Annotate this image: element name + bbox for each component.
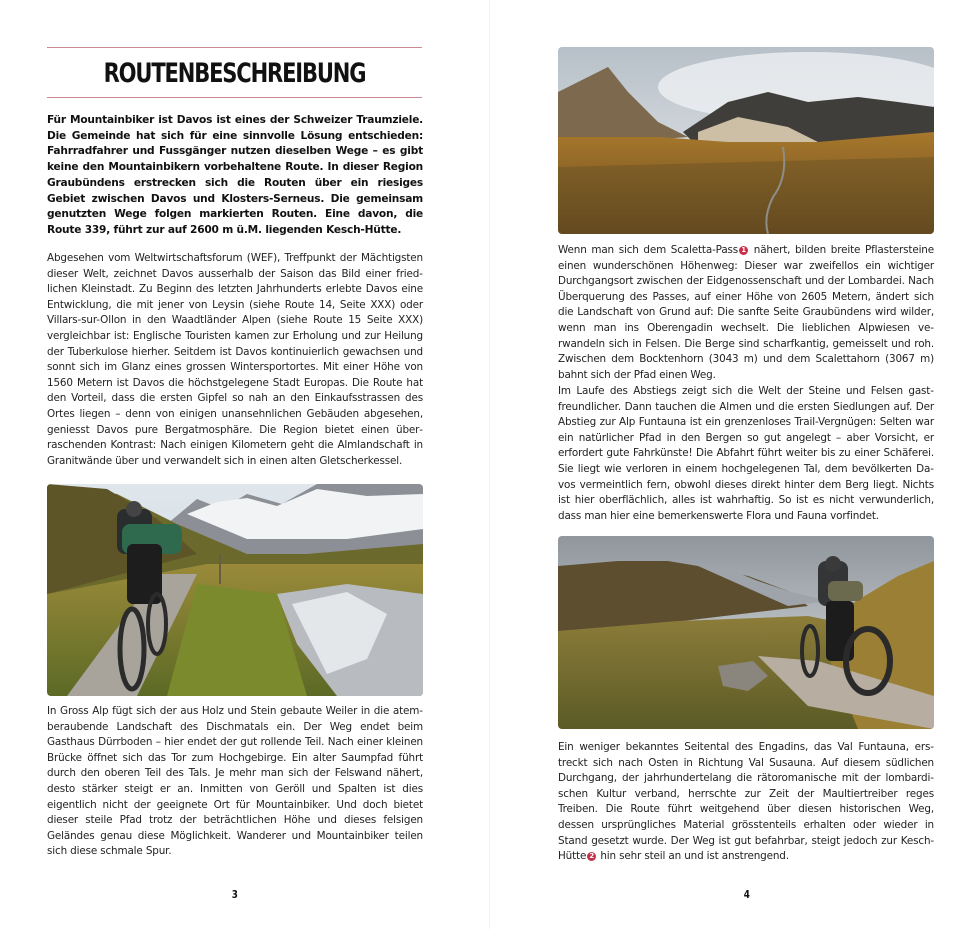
photo-biker-by-stream <box>47 484 423 696</box>
body-paragraph-5 <box>558 740 934 865</box>
page-title: ROUTENBESCHREIBUNG <box>103 58 366 89</box>
paragraph-5-start: Ein weniger bekanntes Seitental des Engadins, das Val Funtauna, erstreckt sich nach Osten in Richtung Val Susauna. Auf diesem südlichen Durchgang, der jahrhundertelang die rätoromanische mit der lombardischen Kultur verband, herrschte zur Zeit der Maultiertreiber reges Treiben. Die Route führt weitgehend über diesen historischen Weg, dessen ursprüngliches Material grösstenteils erhalten oder wieder in Stand gesetzt wurde. Der Weg ist gut befahrbar, steigt jedoch zur Kesch-Hütte <box>558 741 934 863</box>
body-paragraph-3 <box>558 243 934 383</box>
photo-biker-on-trail <box>558 536 934 729</box>
route-marker-2: 2 <box>587 852 596 861</box>
title-rule-bottom <box>47 97 422 98</box>
route-marker-1: 1 <box>739 246 748 255</box>
paragraph-3-end: nähert, bilden breite Pflastersteine einen wunderschönen Höhenweg: Dieser war zweifellos ein wichtiger Durchgangsort zwischen der Eidgenossenschaft und der Lombardei. Nach Überquerung des Passes, auf einer Höhe von 2605 Metern, ändert sich die Landschaft von Grund auf: Die sanfte Seite Graubündens wird wilder, wenn man ins Oberengadin wechselt. Die lieblichen Alpwiesen verwandeln sich in Felsen. Die Berge sind scharfkantig, gemeisselt und roh. Zwischen dem Bocktenhorn (3043 m) und dem Scalettahorn (3067 m) bahnt sich der Pfad einen Weg. <box>558 244 934 381</box>
paragraph-3-start: Wenn man sich dem Scaletta-Pass <box>558 244 739 256</box>
page-number-right: 4 <box>743 888 750 901</box>
body-paragraph-2: In Gross Alp fügt sich der aus Holz und Stein gebaute Weiler in die atemberaubende Landschaft des Dischmatals ein. Der Weg endet beim Gasthaus Dürrboden – hier endet der gut rollende Teil. Nach einer kleinen Brücke öffnet sich das Tor zum Hochgebirge. Ein alter Saumpfad führt durch den oberen Teil des Tals. Je mehr man sich der Felswand nähert, desto stärker steigt er an. Inmitten von Geröll und Spalten ist dies eigentlich nicht der geeignete Ort für Mountainbiker. Und doch bietet dieser steile Pfad trotz der beträchtlichen Höhe und dieses felsigen Geländes genau diese Möglichkeit. Wanderer und Mountainbiker teilen sich diese schmale Spur. <box>47 705 423 858</box>
page-number-left: 3 <box>231 888 238 901</box>
photo-autumn-mountain-valley <box>558 47 934 234</box>
paragraph-5-end: hin sehr steil an und ist anstrengend. <box>597 850 789 863</box>
title-rule-top <box>47 47 422 48</box>
body-paragraph-4: Im Laufe des Abstiegs zeigt sich die Welt der Steine und Felsen gastfreundlicher. Dann tauchen die Almen und die ersten Siedlungen auf. Der Abstieg zur Alp Funtauna ist ein grenzenloses Trail-Vergnügen: Selten war ein natürlicher Pfad in den Bergen so gut angelegt – aber Vorsicht, er erfordert gute Fahrkünste! Die Abfahrt führt weiter bis zu einer Schäferei. Sie liegt wie verloren in einem hochgelegenen Tal, dem bevölkerten Davos vermeintlich fern, obwohl dieses direkt hinter dem Berg liegt. Nichts ist hier oberflächlich, alles ist wahrhaftig. So ist es nicht verwunderlich, dass man hier eine bemerkenswerte Flora und Fauna vorfindet. <box>558 385 934 522</box>
intro-paragraph: Für Mountainbiker ist Davos ist eines der Schweizer Traumziele. Die Gemeinde hat sich für eine sinnvolle Lösung entschieden: Fahrradfahrer und Fussgänger nutzen dieselben Wege – es gibt keine den Mountainbikern vorbehaltene Route. In dieser Region Graubündens erstrecken sich die Routen über ein riesiges Gebiet zwischen Davos und Klosters-Serneus. Die gemeinsam genutzten Wege folgen markierten Routen. Eine davon, die Route 339, führt zur auf 2600 m ü.M. liegenden Kesch-Hütte. <box>47 114 423 236</box>
body-paragraph-1: Abgesehen vom Weltwirtschaftsforum (WEF), Treffpunkt der Mächtigsten dieser Welt, zeichnet Davos ausserhalb der Saison das Bild einer friedlichen Kleinstadt. Zu Beginn des letzten Jahrhunderts erlebte Davos eine Entwicklung, die mit jener von Leysin (siehe Route 14, Seite XXX) oder Villars-sur-Ollon in den Waadtländer Alpen (siehe Route 15 Seite XXX) vergleichbar ist: Englische Touristen kamen zur Erholung und zur Heilung der Tuberkulose hierher. Seitdem ist Davos kontinuierlich gewachsen und sonnt sich im Glanz eines grossen Wintersportortes. Mit einer Höhe von 1560 Metern ist Davos die höchstgelegene Stadt Europas. Die Route hat den Vorteil, dass die ersten Gipfel so nah an den Einkaufsstrassen des Ortes liegen – denn von einigen unansehnlichen Gebäuden abgesehen, geniesst Davos pure Bergatmosphäre. Die Region bietet einen überraschenden Kontrast: Nach einigen Kilometern geht die Almlandschaft in Granitwände über und verwandelt sich in einen alten Gletscherkessel. <box>47 252 423 467</box>
left-page <box>0 0 489 929</box>
right-page <box>490 0 979 929</box>
